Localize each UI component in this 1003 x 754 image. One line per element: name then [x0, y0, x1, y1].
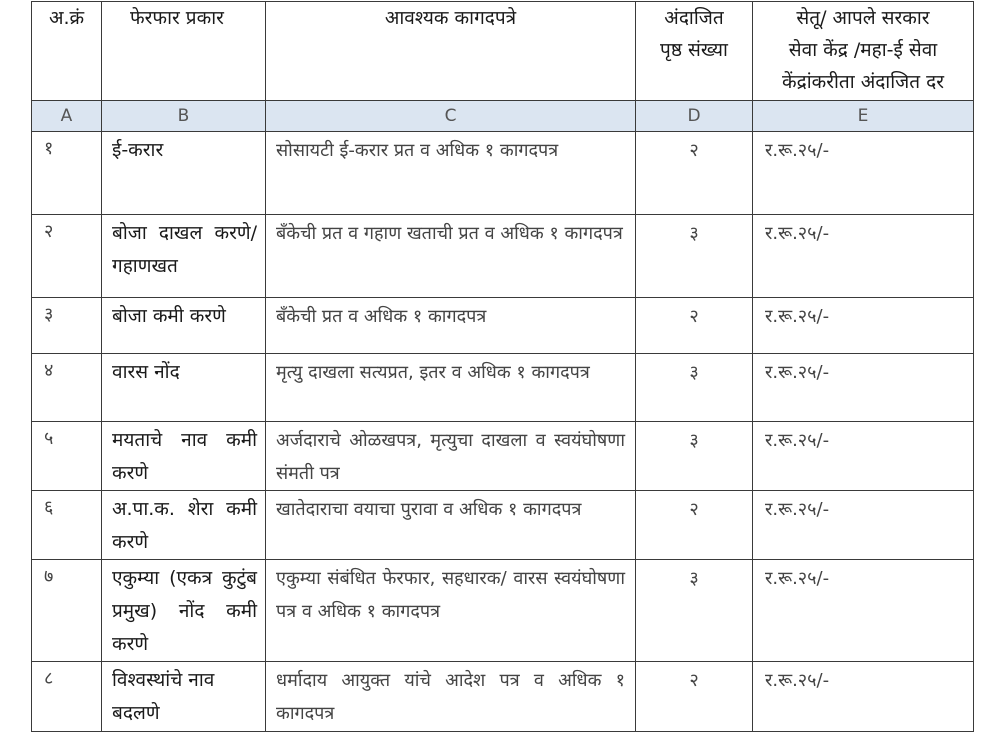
header-rate-line2: सेवा केंद्र /महा-ई सेवा [788, 39, 938, 61]
row-docs: खातेदाराचा वयाचा पुरावा व अधिक १ कागदपत्र [266, 491, 636, 560]
header-sr: अ.क्रं [32, 2, 102, 101]
row-docs: अर्जदाराचे ओळखपत्र, मृत्युचा दाखला व स्वयंघोषणा संमती पत्र [266, 422, 636, 491]
row-type: वारस नोंद [102, 354, 266, 422]
table-row [32, 662, 974, 732]
header-type: फेरफार प्रकार [102, 2, 266, 101]
row-type: ई-करार [102, 132, 266, 215]
row-sr: २ [32, 215, 102, 298]
fee-table [31, 1, 974, 732]
row-sr: ७ [32, 560, 102, 662]
table-row [32, 132, 974, 215]
row-pages: २ [636, 132, 753, 215]
row-type: एकुम्या (एकत्र कुटुंब प्रमुख) नोंद कमी करणे [102, 560, 266, 662]
column-letter: C [266, 101, 636, 132]
column-letter-row [32, 101, 974, 132]
header-rate [753, 2, 974, 101]
row-sr: ८ [32, 662, 102, 732]
row-docs: बँकेची प्रत व अधिक १ कागदपत्र [266, 298, 636, 354]
table-row [32, 298, 974, 354]
row-docs: मृत्यु दाखला सत्यप्रत, इतर व अधिक १ कागदपत्र [266, 354, 636, 422]
column-letter: D [636, 101, 753, 132]
row-type: बोजा कमी करणे [102, 298, 266, 354]
row-rate: र.रू.२५/- [753, 662, 974, 732]
row-rate: र.रू.२५/- [753, 422, 974, 491]
row-docs: एकुम्या संबंधित फेरफार, सहधारक/ वारस स्वयंघोषणा पत्र व अधिक १ कागदपत्र [266, 560, 636, 662]
row-type: अ.पा.क. शेरा कमी करणे [102, 491, 266, 560]
row-rate: र.रू.२५/- [753, 132, 974, 215]
row-pages: ३ [636, 215, 753, 298]
row-pages: ३ [636, 560, 753, 662]
table-row [32, 215, 974, 298]
row-type: विश्वस्थांचे नाव बदलणे [102, 662, 266, 732]
row-rate: र.रू.२५/- [753, 298, 974, 354]
row-type: बोजा दाखल करणे/ गहाणखत [102, 215, 266, 298]
table-row [32, 354, 974, 422]
header-rate-line1: सेतू/ आपले सरकार [796, 7, 930, 29]
header-pages-line2: पृष्ठ संख्या [660, 39, 728, 61]
row-sr: ४ [32, 354, 102, 422]
row-rate: र.रू.२५/- [753, 560, 974, 662]
table-row [32, 560, 974, 662]
row-pages: २ [636, 298, 753, 354]
row-rate: र.रू.२५/- [753, 491, 974, 560]
row-rate: र.रू.२५/- [753, 215, 974, 298]
row-sr: १ [32, 132, 102, 215]
header-row [32, 2, 974, 101]
row-sr: ५ [32, 422, 102, 491]
row-rate: र.रू.२५/- [753, 354, 974, 422]
column-letter: B [102, 101, 266, 132]
row-type: मयताचे नाव कमी करणे [102, 422, 266, 491]
row-pages: ३ [636, 354, 753, 422]
column-letter: E [753, 101, 974, 132]
row-docs: धर्मादाय आयुक्त यांचे आदेश पत्र व अधिक १ कागदपत्र [266, 662, 636, 732]
row-pages: २ [636, 662, 753, 732]
table-row [32, 491, 974, 560]
header-docs: आवश्यक कागदपत्रे [266, 2, 636, 101]
header-pages-line1: अंदाजित [664, 7, 724, 29]
column-letter: A [32, 101, 102, 132]
row-pages: २ [636, 491, 753, 560]
row-docs: बँकेची प्रत व गहाण खताची प्रत व अधिक १ कागदपत्र [266, 215, 636, 298]
row-sr: ३ [32, 298, 102, 354]
row-docs: सोसायटी ई-करार प्रत व अधिक १ कागदपत्र [266, 132, 636, 215]
header-rate-line3: केंद्रांकरीता अंदाजित दर [782, 71, 944, 93]
row-sr: ६ [32, 491, 102, 560]
header-pages [636, 2, 753, 101]
table-row [32, 422, 974, 491]
row-pages: ३ [636, 422, 753, 491]
